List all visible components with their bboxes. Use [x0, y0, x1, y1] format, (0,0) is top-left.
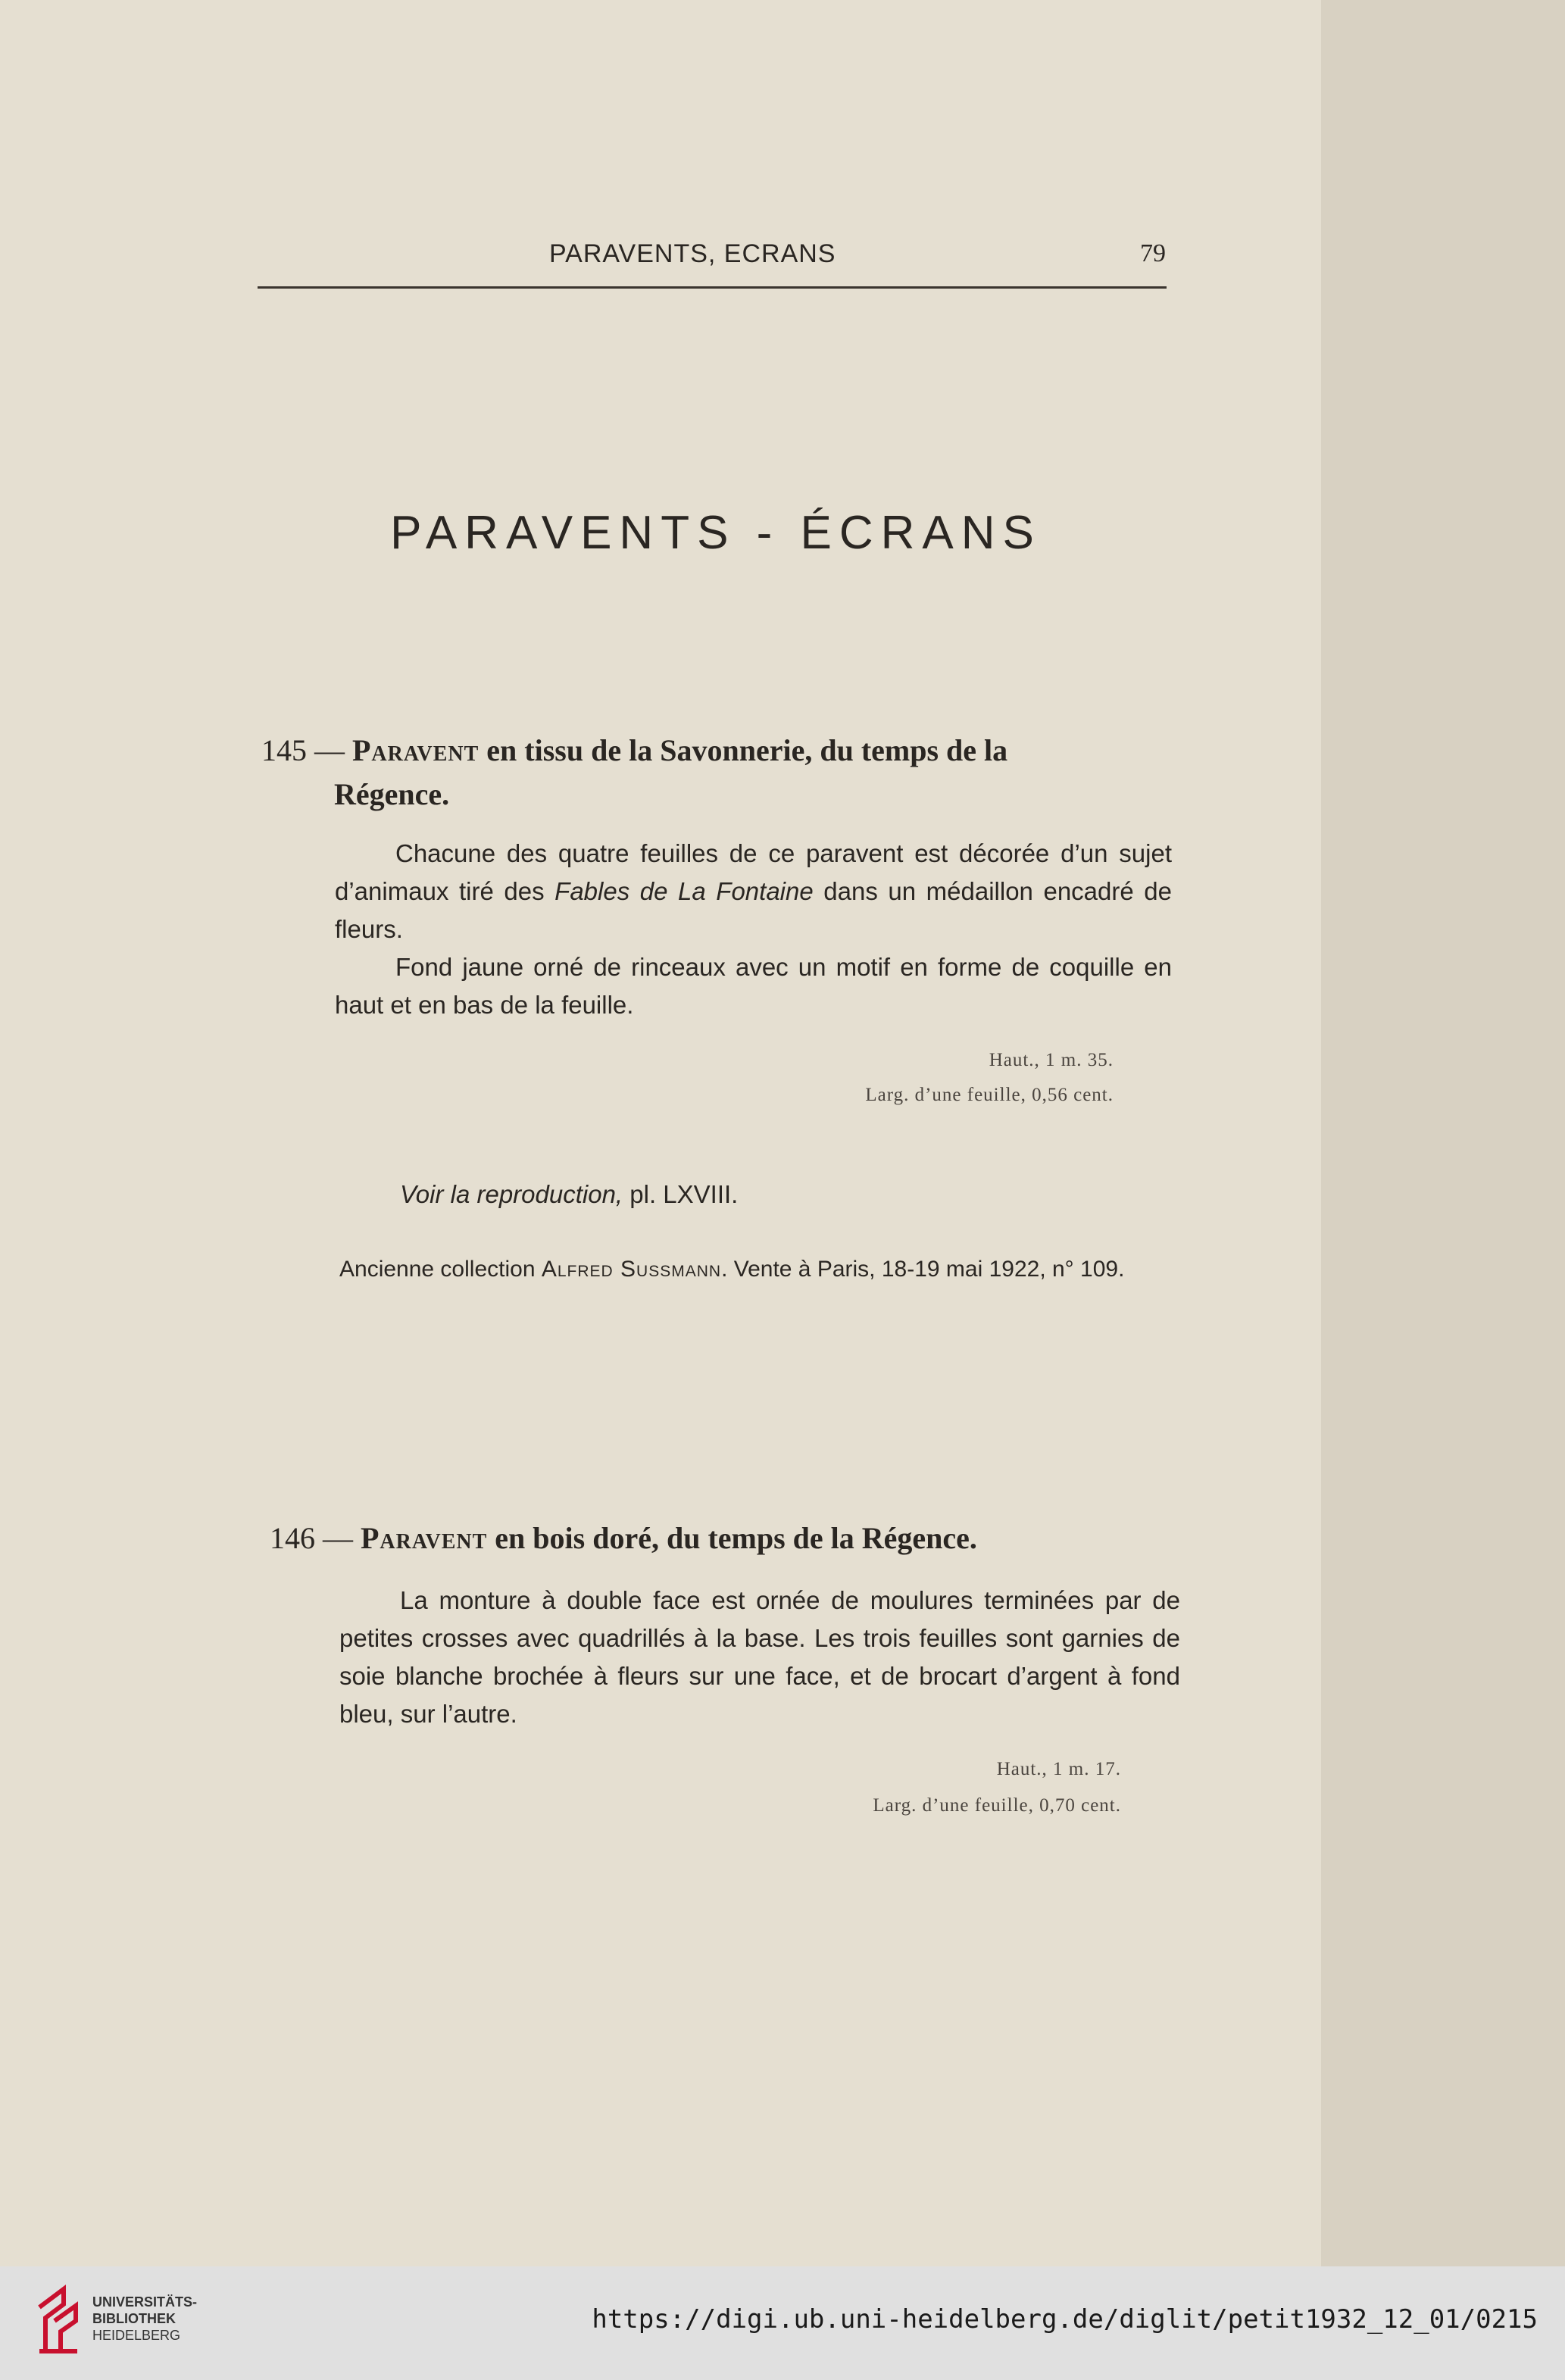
entry-heading-smallcaps: Paravent — [352, 733, 479, 767]
entry-number: 146 — [270, 1521, 315, 1555]
page-edge-shadow — [1321, 0, 1565, 2266]
running-head-title: PARAVENTS, ECRANS — [549, 239, 836, 268]
entry-146-paragraph-1: La monture à double face est ornée de moulures terminées par de petites crosses avec quadrillés à la base. Les trois feuilles sont garnies de soie blanche brochée à fleurs sur une face, et de brocart d’argent à fond bleu, sur l’autre. — [339, 1586, 1180, 1728]
entry-heading-text: en bois doré, du temps de la Régence. — [487, 1521, 977, 1555]
entry-145-reproduction: Voir la reproduction, pl. LXVIII. — [400, 1180, 739, 1208]
section-title: PARAVENTS - ÉCRANS — [390, 507, 1042, 559]
entry-number: 145 — [261, 733, 307, 767]
page-number: 79 — [1140, 239, 1166, 267]
entry-146-height: Haut., 1 m. 17. — [996, 1759, 1121, 1779]
library-logo-text: UNIVERSITÄTS- BIBLIOTHEK HEIDELBERG — [92, 2294, 198, 2343]
permalink-url[interactable]: https://digi.ub.uni-heidelberg.de/diglit/petit1932_12_01/0215 — [592, 2304, 1538, 2335]
entry-146-width: Larg. d’une feuille, 0,70 cent. — [873, 1795, 1121, 1816]
entry-145-height: Haut., 1 m. 35. — [989, 1050, 1114, 1070]
entry-145-provenance: Ancienne collection Alfred Sussmann. Vente à Paris, 18-19 mai 1922, n° 109. — [339, 1257, 1125, 1282]
italic-title: Fables de La Fontaine — [554, 877, 814, 905]
entry-heading-text: en tissu de la Savonnerie, du temps de la — [479, 733, 1008, 767]
entry-145-heading: 145 — Paravent en tissu de la Savonnerie, du temps de la Régence. — [261, 729, 1174, 817]
entry-145-paragraph-2: Fond jaune orné de rinceaux avec un motif en forme de coquille en haut et en bas de la feuille. — [335, 953, 1172, 1019]
entry-145-width: Larg. d’une feuille, 0,56 cent. — [865, 1085, 1114, 1105]
running-head — [258, 233, 1167, 289]
entry-heading-smallcaps: Paravent — [361, 1521, 488, 1555]
viewer-footer — [0, 2266, 1565, 2380]
entry-146-heading: 146 — Paravent en bois doré, du temps de la Régence. — [270, 1521, 977, 1555]
entry-heading-line2: Régence. — [334, 777, 450, 811]
library-logo-icon — [33, 2282, 83, 2357]
entry-145-paragraph-1: Chacune des quatre feuilles de ce paravent est décorée d’un sujet d’animaux tiré des Fables de La Fontaine dans un médaillon encadré de fleurs. — [335, 839, 1172, 943]
